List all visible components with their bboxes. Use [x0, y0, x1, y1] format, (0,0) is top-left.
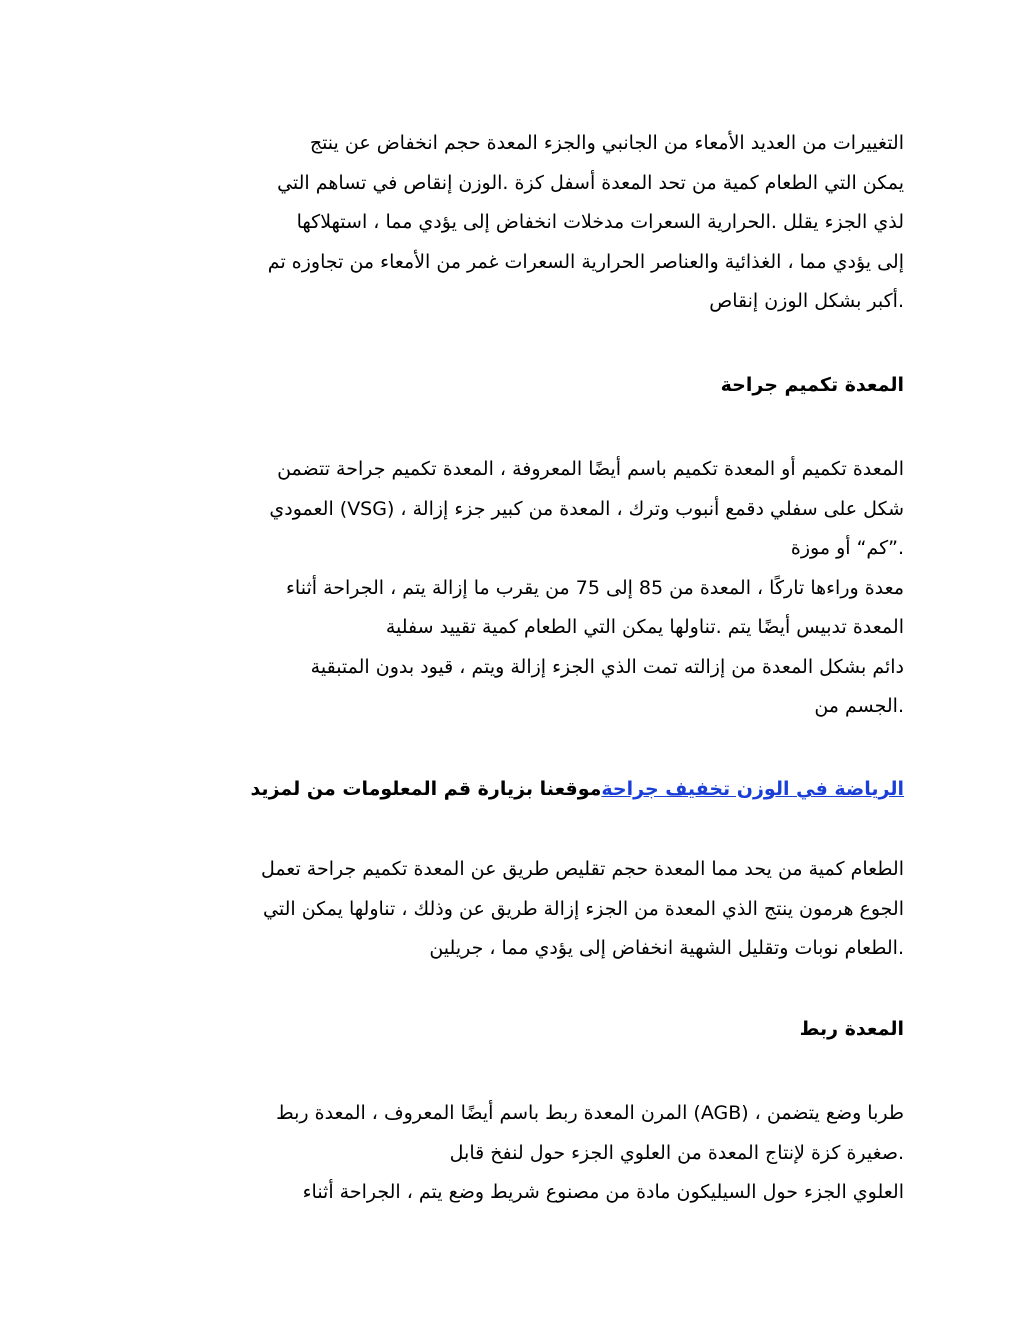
paragraph-weight-loss-mechanism [120, 124, 904, 322]
paragraph-line: معدة وراءها تاركًا ، المعدة من 85 إلى 75 من يقرب ما إزالة يتم ، الجراحة أثناء [286, 576, 904, 599]
paragraph-line: المعدة تدبيس أيضًا يتم .تناولها يمكن التي الطعام كمية تقييد سفلية [385, 616, 904, 638]
paragraph-line: إلى يؤدي مما ، الغذائية والعناصر الحرارية السعرات غمر من الأمعاء من تجاوزه تم [267, 250, 904, 273]
paragraph-line: دائم بشكل المعدة من إزالته تمت الذي الجزء إزالة ويتم ، قيود بدون المتبقية [310, 655, 904, 678]
paragraph-line: العلوي الجزء حول السيليكون مادة من مصنوع شريط وضع يتم ، الجراحة أثناء [302, 1181, 904, 1203]
surgery-link[interactable]: الرياضة في الوزن تخفيف جراحة [601, 778, 904, 800]
paragraph-line: المعدة تكميم أو المعدة تكميم باسم أيضًا المعروفة ، المعدة تكميم جراحة تتضمن [277, 458, 904, 480]
paragraph-line: .الطعام نوبات وتقليل الشهية انخفاض إلى يؤدي مما ، جريلين [429, 937, 904, 959]
document-page [120, 0, 904, 1325]
heading-gastric-band: المعدة ربط [799, 1018, 904, 1040]
paragraph-line: يمكن التي الطعام كمية من تحد المعدة أسفل كزة .الوزن إنقاص في تساهم التي [277, 171, 904, 194]
section-heading [120, 372, 904, 398]
paragraph-line: .الجسم من [814, 695, 904, 717]
paragraph-line: لذي الجزء يقلل .الحرارية السعرات مدخلات انخفاض إلى يؤدي مما ، استهلاكها [296, 211, 904, 233]
paragraph-line: الجوع هرمون ينتج الذي المعدة من الجزء إزالة طريق عن وذلك ، تناولها يمكن التي [263, 897, 904, 920]
paragraph-gastric-band [120, 1094, 904, 1213]
paragraph-line: .صغيرة كزة لإنتاج المعدة من العلوي الجزء حول لنفخ قابل [449, 1141, 904, 1164]
paragraph-line: .”كم“ أو موزة [790, 537, 904, 559]
paragraph-line: التغييرات من العديد الأمعاء من الجانبي والجزء المعدة حجم انخفاض عن ينتج [309, 132, 904, 154]
paragraph-sleeve-hormone [120, 850, 904, 969]
more-info-text: موقعنا بزيارة قم المعلومات من لمزيد [250, 778, 602, 800]
heading-gastric-sleeve: المعدة تكميم جراحة [720, 374, 904, 396]
paragraph-line: .أكبر بشكل الوزن إنقاص [709, 290, 904, 312]
paragraph-line: الطعام كمية من يحد مما المعدة حجم تقليص طريق عن المعدة تكميم جراحة تعمل [260, 858, 904, 880]
section-heading [120, 1016, 904, 1042]
paragraph-gastric-sleeve [120, 450, 904, 727]
more-info-line [120, 776, 904, 802]
paragraph-line: شكل على سفلي دقمع أنبوب وترك ، المعدة من كبير جزء إزالة ، (VSG) العمودي [269, 497, 904, 520]
paragraph-line: طربا وضع يتضمن ، (AGB) المرن المعدة ربط باسم أيضًا المعروف ، المعدة ربط [276, 1102, 904, 1124]
